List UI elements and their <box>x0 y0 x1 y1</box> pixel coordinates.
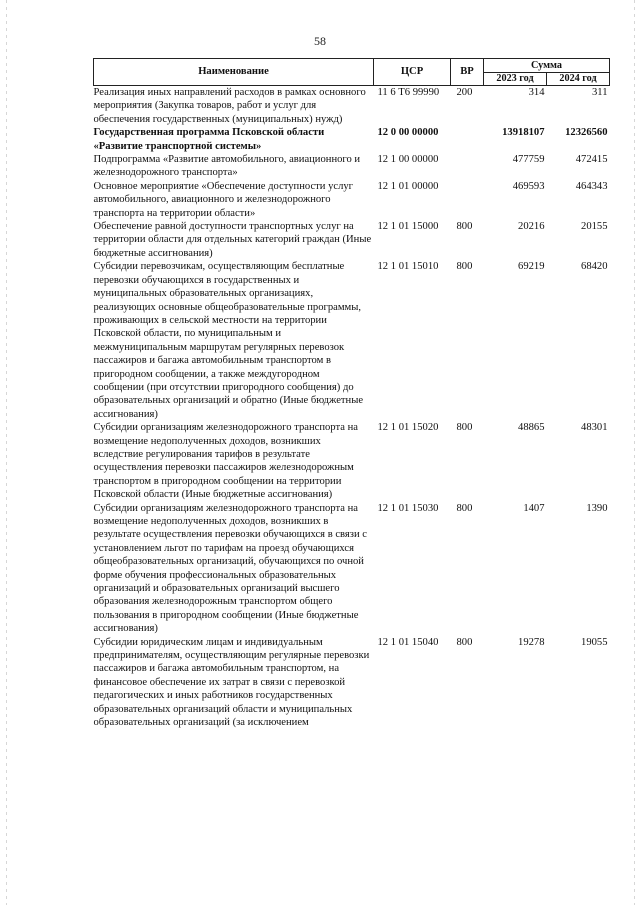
row-amount-2024: 48301 <box>581 422 608 434</box>
row-csr: 12 1 00 00000 <box>377 154 439 166</box>
row-amount-2024: 20155 <box>581 221 608 233</box>
row-amount-2023: 19278 <box>518 636 545 648</box>
row-name: Субсидии юридическим лицам и индивидуальным предпринимателям, осуществляющим регулярные перевозки пассажиров и багажа автомобильным транспортом, на финансовое обеспечение их затрат в связи с перевозкой педагогических и иных работников государственных образовательных организаций области и муниципальных образовательных организаций (за исключением <box>93 636 370 729</box>
table-row <box>94 86 610 127</box>
header-year-2024: 2024 год <box>547 72 610 86</box>
table-row <box>94 180 610 220</box>
row-amount-2023: 1407 <box>523 502 545 514</box>
header-vr: ВР <box>451 59 484 86</box>
header-year-2023: 2023 год <box>484 72 547 86</box>
row-amount-2024: 12326560 <box>565 127 608 139</box>
row-vr: 800 <box>456 422 473 434</box>
row-amount-2024: 68420 <box>581 261 608 273</box>
row-amount-2023: 469593 <box>512 180 545 192</box>
row-amount-2023: 13918107 <box>502 127 545 139</box>
table-row <box>94 220 610 260</box>
table-header <box>94 59 610 86</box>
row-name: Обеспечение равной доступности транспортных услуг на территории области для отдельных категорий граждан (Иные бюджетные ассигнования) <box>93 221 372 259</box>
table-row <box>94 636 610 730</box>
scan-edge-right <box>634 0 635 905</box>
row-amount-2023: 314 <box>528 87 545 98</box>
budget-table <box>93 58 610 730</box>
row-csr: 12 1 01 15000 <box>377 221 439 233</box>
scan-edge-left <box>6 0 7 905</box>
table-row <box>94 502 610 636</box>
row-csr: 12 1 01 15030 <box>377 502 439 514</box>
page-number: 58 <box>314 34 326 48</box>
table-row <box>94 126 610 153</box>
row-csr: 12 1 01 15020 <box>377 422 439 434</box>
row-amount-2024: 1390 <box>586 502 608 514</box>
row-vr: 200 <box>456 87 473 98</box>
header-sum: Сумма <box>484 59 610 73</box>
row-csr: 12 0 00 00000 <box>377 127 439 139</box>
row-vr <box>451 153 484 180</box>
table-row <box>94 421 610 501</box>
row-vr: 800 <box>456 221 473 233</box>
table-row <box>94 260 610 421</box>
row-amount-2024: 19055 <box>581 636 608 648</box>
row-csr: 12 1 01 00000 <box>377 180 439 192</box>
row-csr: 12 1 01 15040 <box>377 636 439 648</box>
row-amount-2023: 477759 <box>512 154 545 166</box>
row-name: Субсидии организациям железнодорожного транспорта на возмещение недополученных доходов, возникших в результате осуществления перевозки обучающихся в связи с установлением льгот по тарифам на проезд обучающихся общеобразовательных организаций, обучающихся по очной форме обучения профессиональных образовательных организаций и образовательных организаций высшего образования железнодорожным транспортом общего пользования в пригородном сообщении (Иные бюджетные ассигнования) <box>93 502 367 635</box>
row-name: Основное мероприятие «Обеспечение доступности услуг автомобильного, авиационного и железнодорожного транспорта на территории области» <box>93 180 354 219</box>
row-name: Государственная программа Псковской области «Развитие транспортной системы» <box>93 127 325 152</box>
row-amount-2023: 69219 <box>518 261 545 273</box>
row-vr <box>451 180 484 220</box>
header-name: Наименование <box>94 59 374 86</box>
row-name: Реализация иных направлений расходов в рамках основного мероприятия (Закупка товаров, работ и услуг для обеспечения государственных (муниципальных) нужд) <box>93 87 366 125</box>
row-csr: 12 1 01 15010 <box>377 261 439 273</box>
row-vr: 800 <box>456 502 473 514</box>
row-name: Субсидии перевозчикам, осуществляющим бесплатные перевозки обучающихся в государственных и муниципальных образовательных организациях, реализующих основные общеобразовательные программы, проживающих в сельской местности на территории Псковской области, по муниципальным и межмуниципальным маршрутам регулярных перевозок пассажиров и багажа автомобильным транспортом в пригородном сообщении, а также междугородном сообщении (при отсутствии пригородного сообщения) до образовательных организаций и обратно (Иные бюджетные ассигнования) <box>93 261 364 420</box>
row-amount-2023: 20216 <box>518 221 545 233</box>
row-name: Субсидии организациям железнодорожного транспорта на возмещение недополученных доходов, возникших вследствие регулирования тарифов в результате осуществления перевозки пассажиров железнодорожным транспортом в пригородном сообщении на территории Псковской области (Иные бюджетные ассигнования) <box>93 422 358 501</box>
row-amount-2024: 311 <box>592 87 608 98</box>
row-amount-2023: 48865 <box>518 422 545 434</box>
table-row <box>94 153 610 180</box>
row-vr: 800 <box>456 636 473 648</box>
row-amount-2024: 472415 <box>575 154 608 166</box>
header-csr: ЦСР <box>374 59 451 86</box>
row-csr: 11 6 Т6 99990 <box>377 87 440 98</box>
row-amount-2024: 464343 <box>575 180 608 192</box>
row-vr: 800 <box>456 261 473 273</box>
table-body <box>94 86 610 730</box>
row-vr <box>451 126 484 153</box>
row-name: Подпрограмма «Развитие автомобильного, авиационного и железнодорожного транспорта» <box>93 154 361 179</box>
